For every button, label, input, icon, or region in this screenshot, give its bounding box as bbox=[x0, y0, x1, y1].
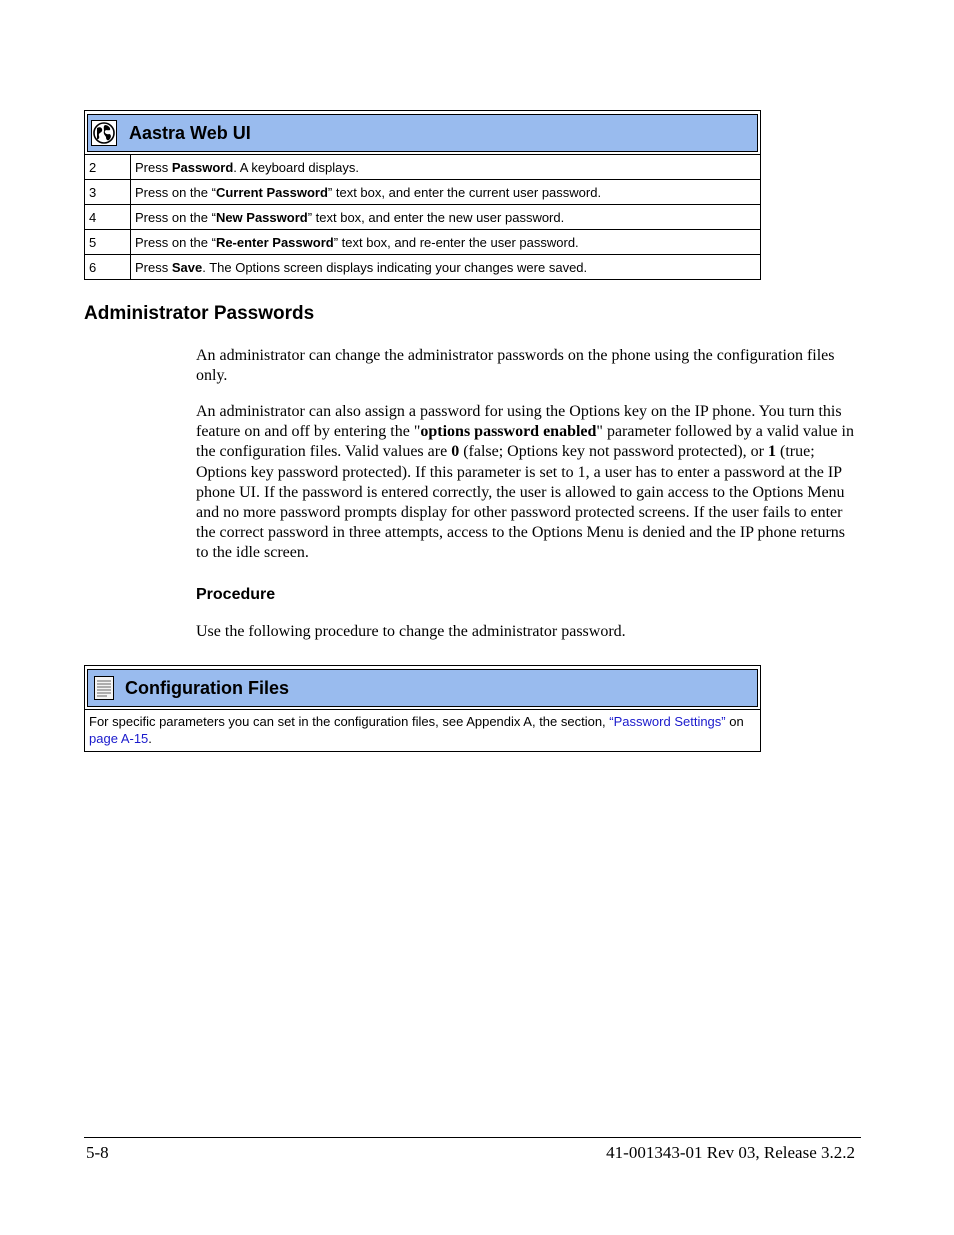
para2-text-c: " parameter followed by a valid value in the configuration files. Valid values are bbox=[196, 423, 854, 461]
step-instruction bbox=[131, 255, 761, 280]
web-ui-box-title: Aastra Web UI bbox=[129, 122, 251, 143]
step-number: 2 bbox=[85, 155, 131, 180]
step-row bbox=[85, 180, 760, 205]
step-text-pre: Press on the “ bbox=[135, 234, 216, 250]
web-ui-box-header bbox=[87, 114, 758, 152]
step-instruction bbox=[131, 155, 761, 180]
step-text-pre: Press on the “ bbox=[135, 184, 216, 200]
page-number: 5-8 bbox=[86, 1143, 109, 1162]
para2-text-a: An administrator can also assign a password for using the Options key on the IP phone. You turn this feature on and off by entering the " bbox=[196, 403, 842, 441]
config-text-mid: on bbox=[725, 714, 744, 729]
para2-text-g: (true; Options key password protected). If this parameter is set to 1, a user has to enter a password at the IP phone UI. If the password is entered correctly, the user is allowed to gain access to the Options Menu and no more password prompts display for other password protected screens. If the user fails to enter the correct password in three attempts, access to the Options Menu is denied and the IP phone returns to the idle screen. bbox=[196, 443, 846, 562]
step-ui-label: New Password bbox=[215, 209, 308, 225]
footer-divider bbox=[84, 1137, 861, 1138]
step-number: 6 bbox=[85, 255, 131, 280]
config-files-box bbox=[84, 665, 761, 752]
config-box-header bbox=[87, 669, 758, 707]
config-box-body bbox=[85, 709, 760, 751]
options-password-paragraph bbox=[196, 402, 856, 564]
web-ui-procedure-box bbox=[84, 110, 761, 280]
step-number: 4 bbox=[85, 205, 131, 230]
intro-paragraph: An administrator can change the administrator passwords on the phone using the configuration files only. bbox=[196, 347, 835, 385]
config-text-pre: For specific parameters you can set in the configuration files, see Appendix A, the section, bbox=[89, 714, 610, 729]
param-name: options password enabled bbox=[420, 423, 597, 441]
value-true: 1 bbox=[768, 443, 776, 461]
step-number: 3 bbox=[85, 180, 131, 205]
step-text-post: . A keyboard displays. bbox=[233, 159, 360, 175]
step-text-pre: Press bbox=[135, 259, 172, 275]
step-instruction bbox=[131, 230, 761, 255]
step-row bbox=[85, 155, 760, 180]
step-row bbox=[85, 205, 760, 230]
step-text-pre: Press bbox=[135, 159, 172, 175]
step-ui-label: Re-enter Password bbox=[215, 234, 334, 250]
value-false: 0 bbox=[451, 443, 460, 461]
step-text-pre: Press on the “ bbox=[135, 209, 216, 225]
config-text-post: . bbox=[148, 731, 152, 746]
web-ui-steps-table bbox=[85, 154, 760, 279]
step-instruction bbox=[131, 180, 761, 205]
step-text-post: . The Options screen displays indicating your changes were saved. bbox=[202, 259, 588, 275]
step-ui-label: Current Password bbox=[215, 184, 328, 200]
step-instruction bbox=[131, 205, 761, 230]
step-ui-label: Password bbox=[171, 159, 234, 175]
step-text-post: ” text box, and enter the current user password. bbox=[327, 184, 602, 200]
step-row bbox=[85, 255, 760, 280]
document-icon bbox=[91, 675, 117, 701]
step-text-post: ” text box, and re-enter the user password. bbox=[333, 234, 579, 250]
globe-icon bbox=[91, 120, 117, 146]
procedure-title: Procedure bbox=[196, 586, 276, 603]
page-reference-link[interactable]: page A-15 bbox=[89, 731, 149, 746]
para2-text-e: (false; Options key not password protected), or bbox=[459, 443, 768, 461]
password-settings-link[interactable]: “Password Settings” bbox=[609, 714, 726, 729]
section-title: Administrator Passwords bbox=[84, 303, 315, 324]
procedure-text: Use the following procedure to change the administrator password. bbox=[196, 623, 626, 640]
step-ui-label: Save bbox=[171, 259, 203, 275]
step-text-post: ” text box, and enter the new user password. bbox=[307, 209, 565, 225]
config-box-title: Configuration Files bbox=[125, 677, 289, 698]
step-number: 5 bbox=[85, 230, 131, 255]
document-id: 41-001343-01 Rev 03, Release 3.2.2 bbox=[606, 1143, 855, 1162]
step-row bbox=[85, 230, 760, 255]
